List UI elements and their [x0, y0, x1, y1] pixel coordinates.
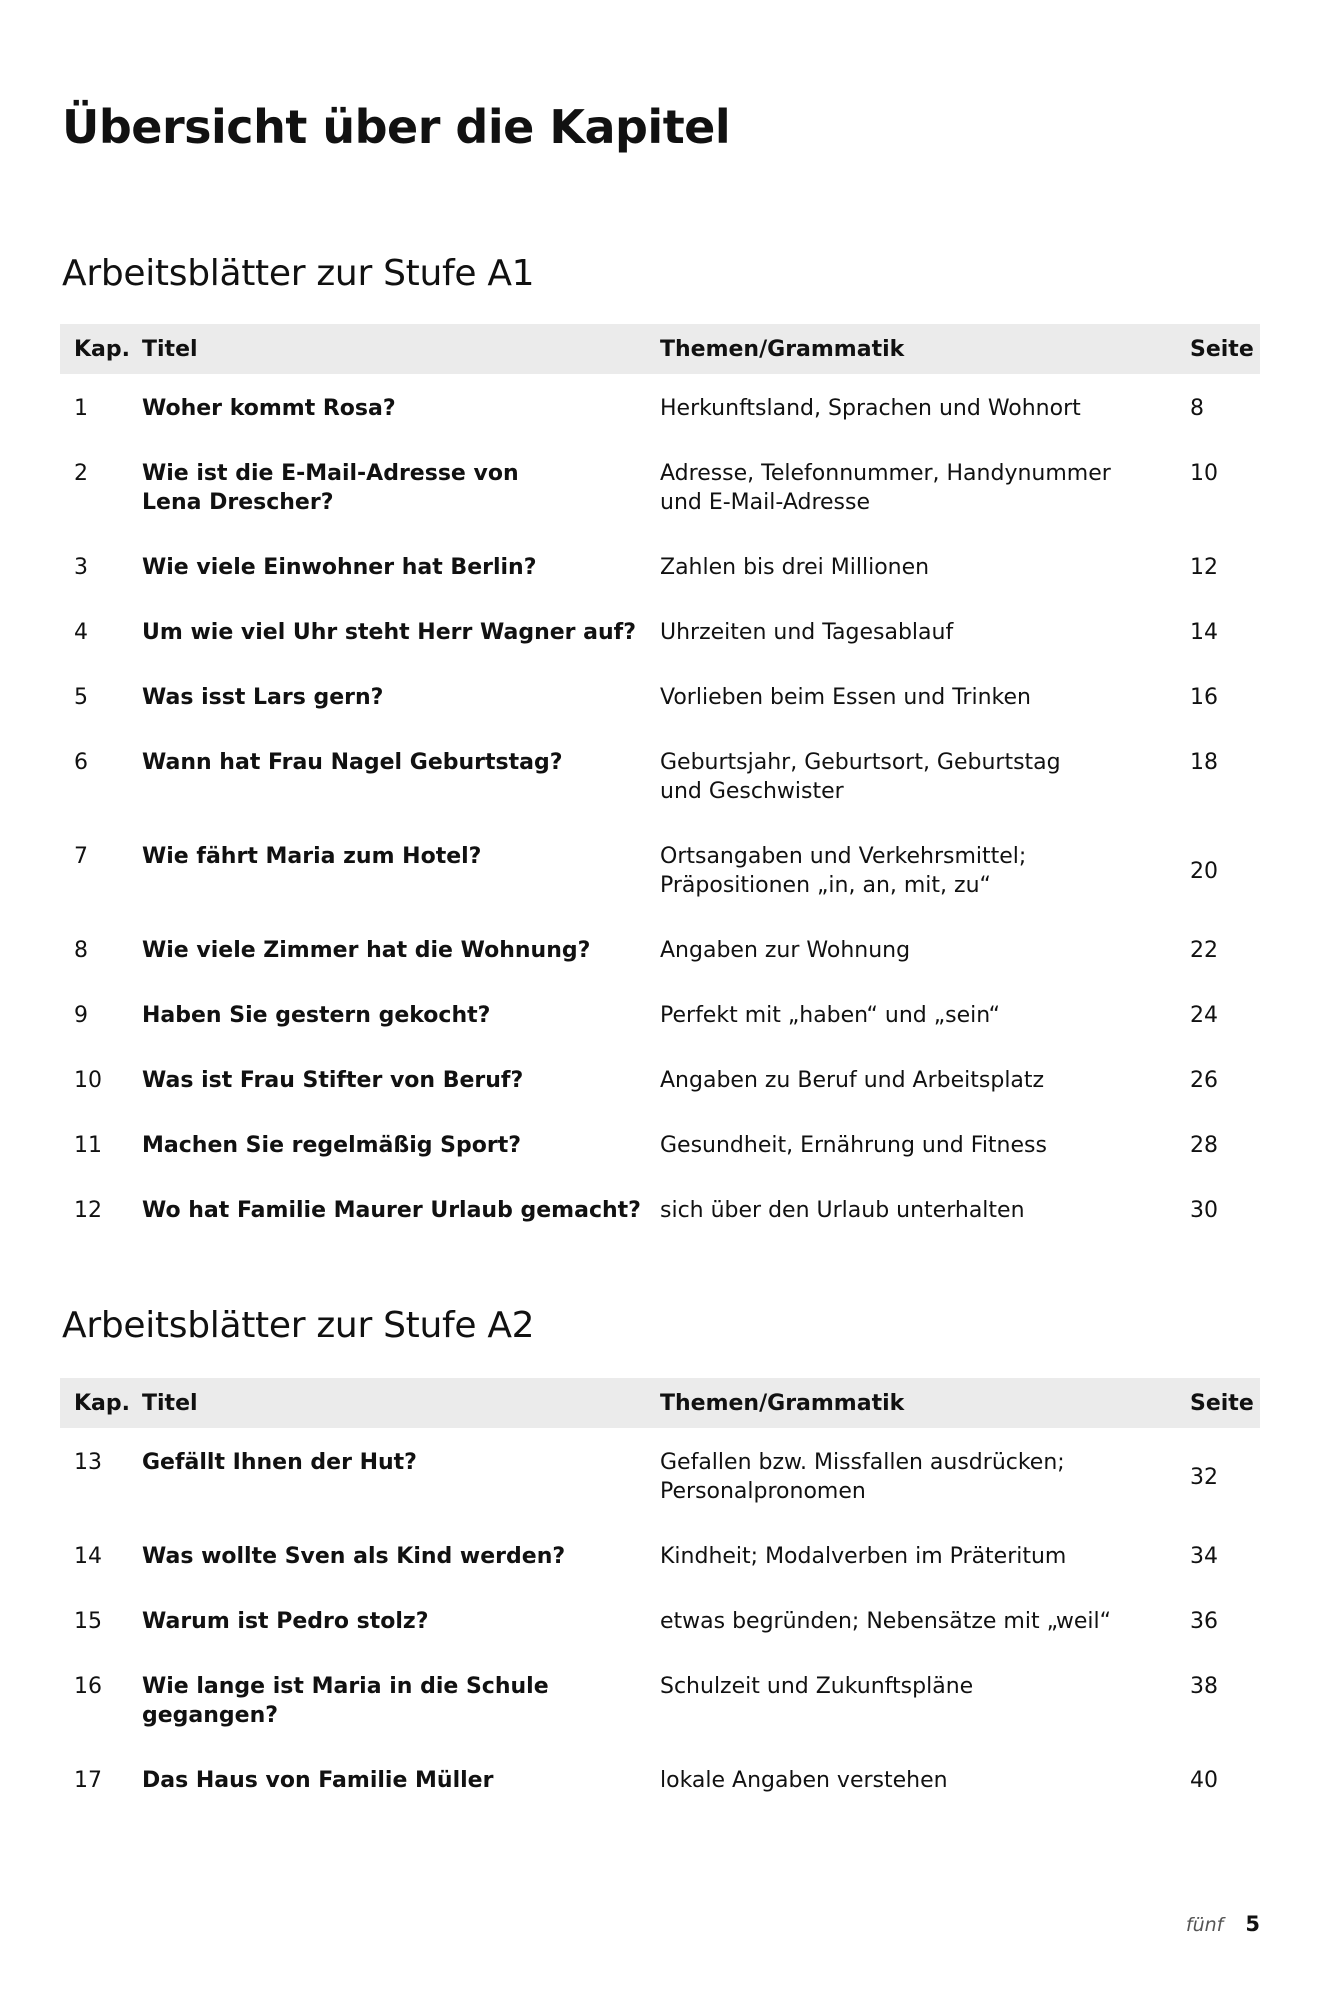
chapter-topic-line: und E-Mail-Adresse	[660, 490, 871, 515]
chapter-topic-line: Angaben zur Wohnung	[660, 938, 911, 963]
table-row	[60, 987, 1260, 1052]
chapter-title	[140, 987, 658, 1052]
chapter-topic-line: Präpositionen „in, an, mit, zu“	[660, 873, 991, 898]
chapter-title	[140, 1528, 658, 1593]
chapter-page: 8	[1190, 396, 1204, 421]
header-themen: Themen/Grammatik	[660, 1390, 905, 1416]
chapter-number: 8	[74, 938, 88, 963]
chapter-page: 26	[1190, 1068, 1218, 1093]
chapter-title-line: Wie viele Zimmer hat die Wohnung?	[142, 938, 591, 963]
chapter-page: 36	[1190, 1609, 1218, 1634]
chapter-number: 12	[74, 1198, 102, 1223]
chapter-topic-line: Gesundheit, Ernährung und Fitness	[660, 1133, 1047, 1158]
chapter-topic	[658, 1117, 1178, 1182]
chapter-number: 2	[74, 461, 88, 486]
section-title-a2: Arbeitsblätter zur Stufe A2	[62, 1305, 535, 1346]
chapter-title-line: Wann hat Frau Nagel Geburtstag?	[142, 750, 563, 775]
chapter-number: 17	[74, 1768, 102, 1793]
table-row	[60, 1117, 1260, 1182]
chapter-number: 11	[74, 1133, 102, 1158]
chapter-title-line: Wie fährt Maria zum Hotel?	[142, 844, 482, 869]
chapter-number: 16	[74, 1674, 102, 1699]
table-row	[60, 828, 1260, 922]
chapter-title-line: Machen Sie regelmäßig Sport?	[142, 1133, 522, 1158]
chapter-topic-line: und Geschwister	[660, 779, 844, 804]
chapter-title	[140, 604, 658, 669]
chapter-page: 28	[1190, 1133, 1218, 1158]
chapter-title	[140, 1182, 658, 1247]
table-row	[60, 1658, 1260, 1752]
chapter-topic	[658, 374, 1178, 445]
table-row	[60, 734, 1260, 828]
page-title: Übersicht über die Kapitel	[62, 100, 731, 154]
page-footer	[1186, 1912, 1260, 1936]
chapter-page: 20	[1190, 858, 1218, 884]
chapter-title	[140, 922, 658, 987]
chapter-title	[140, 539, 658, 604]
chapter-number: 13	[74, 1450, 102, 1475]
chapter-page: 24	[1190, 1003, 1218, 1028]
chapter-topic-line: Vorlieben beim Essen und Trinken	[660, 685, 1031, 710]
chapter-title-line: Was isst Lars gern?	[142, 685, 384, 710]
chapter-title-line: Haben Sie gestern gekocht?	[142, 1003, 491, 1028]
table-row	[60, 1528, 1260, 1593]
chapter-title	[140, 1593, 658, 1658]
table-row	[60, 922, 1260, 987]
chapter-topic	[658, 1052, 1178, 1117]
chapter-topic	[658, 828, 1178, 922]
chapter-topic	[658, 539, 1178, 604]
chapter-topic	[658, 1593, 1178, 1658]
chapter-topic	[658, 987, 1178, 1052]
chapter-number: 5	[74, 685, 88, 710]
chapter-number: 6	[74, 750, 88, 775]
chapter-title-line: Was ist Frau Stifter von Beruf?	[142, 1068, 524, 1093]
chapter-title	[140, 828, 658, 922]
chapter-page: 16	[1190, 685, 1218, 710]
chapter-topic	[658, 734, 1178, 828]
chapter-title-line: Wie ist die E-Mail-Adresse von	[142, 461, 519, 486]
header-kap: Kap.	[74, 336, 130, 362]
chapter-topic	[658, 1658, 1178, 1752]
header-seite: Seite	[1190, 336, 1254, 362]
chapter-topic-line: etwas begründen; Nebensätze mit „weil“	[660, 1609, 1112, 1634]
chapter-number: 7	[74, 844, 88, 869]
chapter-topic	[658, 669, 1178, 734]
table-header-row	[60, 1378, 1260, 1428]
chapter-title-line: Was wollte Sven als Kind werden?	[142, 1544, 566, 1569]
table-row	[60, 445, 1260, 539]
chapter-page: 14	[1190, 620, 1218, 645]
header-titel: Titel	[142, 336, 198, 362]
chapter-page: 38	[1190, 1674, 1218, 1699]
chapter-topic-line: Adresse, Telefonnummer, Handynummer	[660, 461, 1111, 486]
chapter-topic-line: Kindheit; Modalverben im Präteritum	[660, 1544, 1067, 1569]
chapter-page: 22	[1190, 938, 1218, 963]
section-title-a1: Arbeitsblätter zur Stufe A1	[62, 253, 535, 294]
chapter-topic-line: Uhrzeiten und Tagesablauf	[660, 620, 954, 645]
chapter-table-a1	[60, 324, 1260, 1247]
chapter-title-line: Wo hat Familie Maurer Urlaub gemacht?	[142, 1198, 641, 1223]
page-number-word: fünf	[1185, 1914, 1224, 1936]
header-titel: Titel	[142, 1390, 198, 1416]
table-row	[60, 1052, 1260, 1117]
chapter-title-line: Wie viele Einwohner hat Berlin?	[142, 555, 537, 580]
chapter-topic	[658, 445, 1178, 539]
chapter-page: 12	[1190, 555, 1218, 580]
chapter-title-line: Um wie viel Uhr steht Herr Wagner auf?	[142, 620, 637, 645]
page-number: 5	[1245, 1912, 1260, 1936]
chapter-page: 40	[1190, 1768, 1218, 1793]
chapter-number: 14	[74, 1544, 102, 1569]
chapter-page: 30	[1190, 1198, 1218, 1223]
chapter-page: 10	[1190, 461, 1218, 486]
chapter-title	[140, 734, 658, 828]
table-row	[60, 669, 1260, 734]
chapter-title-line: Woher kommt Rosa?	[142, 396, 396, 421]
chapter-title	[140, 1117, 658, 1182]
chapter-topic-line: Schulzeit und Zukunftspläne	[660, 1674, 974, 1699]
chapter-table-a2	[60, 1378, 1260, 1817]
chapter-title-line: gegangen?	[142, 1703, 279, 1728]
table-row	[60, 1182, 1260, 1247]
header-themen: Themen/Grammatik	[660, 336, 905, 362]
chapter-number: 1	[74, 396, 88, 421]
chapter-topic	[658, 604, 1178, 669]
chapter-title-line: Warum ist Pedro stolz?	[142, 1609, 429, 1634]
chapter-topic-line: Geburtsjahr, Geburtsort, Geburtstag	[660, 750, 1061, 775]
header-kap: Kap.	[74, 1390, 130, 1416]
chapter-topic-line: Personalpronomen	[660, 1479, 866, 1504]
table-header-row	[60, 324, 1260, 374]
chapter-number: 4	[74, 620, 88, 645]
chapter-page: 32	[1190, 1464, 1218, 1490]
chapter-topic	[658, 1528, 1178, 1593]
table-row	[60, 539, 1260, 604]
chapter-topic	[658, 1428, 1178, 1528]
chapter-title	[140, 1658, 658, 1752]
table-row	[60, 374, 1260, 445]
chapter-page: 18	[1190, 750, 1218, 775]
chapter-topic	[658, 1752, 1178, 1817]
chapter-title	[140, 1752, 658, 1817]
chapter-title-line: Das Haus von Familie Müller	[142, 1768, 494, 1793]
chapter-number: 10	[74, 1068, 102, 1093]
chapter-topic-line: Angaben zu Beruf und Arbeitsplatz	[660, 1068, 1045, 1093]
chapter-topic-line: lokale Angaben verstehen	[660, 1768, 948, 1793]
chapter-topic-line: Gefallen bzw. Missfallen ausdrücken;	[660, 1450, 1065, 1475]
chapter-topic-line: Zahlen bis drei Millionen	[660, 555, 930, 580]
chapter-title-line: Lena Drescher?	[142, 490, 334, 515]
chapter-topic	[658, 922, 1178, 987]
chapter-title	[140, 1428, 658, 1528]
header-seite: Seite	[1190, 1390, 1254, 1416]
chapter-topic-line: Perfekt mit „haben“ und „sein“	[660, 1003, 1001, 1028]
chapter-topic-line: Ortsangaben und Verkehrsmittel;	[660, 844, 1027, 869]
chapter-number: 3	[74, 555, 88, 580]
table-row	[60, 1593, 1260, 1658]
chapter-title-line: Gefällt Ihnen der Hut?	[142, 1450, 417, 1475]
chapter-title	[140, 445, 658, 539]
chapter-title	[140, 374, 658, 445]
table-row	[60, 1428, 1260, 1528]
chapter-number: 9	[74, 1003, 88, 1028]
chapter-page: 34	[1190, 1544, 1218, 1569]
chapter-number: 15	[74, 1609, 102, 1634]
chapter-title-line: Wie lange ist Maria in die Schule	[142, 1674, 549, 1699]
chapter-title	[140, 1052, 658, 1117]
chapter-topic-line: Herkunftsland, Sprachen und Wohnort	[660, 396, 1081, 421]
table-row	[60, 1752, 1260, 1817]
chapter-topic	[658, 1182, 1178, 1247]
table-row	[60, 604, 1260, 669]
chapter-topic-line: sich über den Urlaub unterhalten	[660, 1198, 1025, 1223]
chapter-title	[140, 669, 658, 734]
